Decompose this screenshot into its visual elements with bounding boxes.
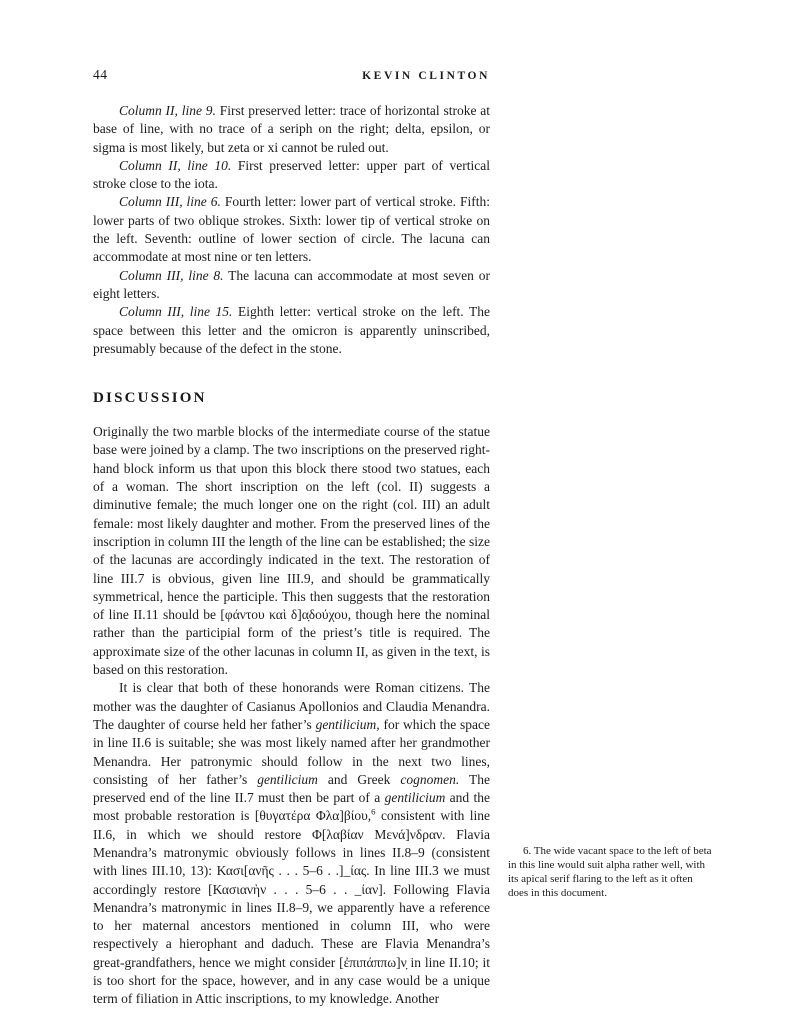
paragraph: Column II, line 10. First preserved letter: upper part of vertical stroke close to the iota. (93, 157, 490, 192)
paragraph: Column III, line 6. Fourth letter: lower part of vertical stroke. Fifth: lower parts of two oblique strokes. Sixth: lower tip of vertical stroke on the left. Seventh: outline of lower section of circle. The lacuna can accommodate at most nine or ten letters. (93, 194, 490, 265)
page-header (93, 67, 490, 82)
paragraph: Column III, line 8. The lacuna can accommodate at most seven or eight letters. (93, 267, 490, 301)
page-number: 44 (93, 67, 108, 82)
paragraph: 6. The wide vacant space to the left of beta in this line would suit alpha rather well, with its apical serif flaring to the left as it often does in this document. (508, 845, 712, 899)
discussion-body (93, 423, 490, 1009)
paragraph: Column III, line 15. Eighth letter: vertical stroke on the left. The space between this letter and the omicron is apparently uninscribed, presumably because of the defect in the stone. (93, 304, 490, 356)
epigraphic-notes (93, 102, 490, 358)
section-heading: DISCUSSION (93, 390, 207, 407)
running-head: KEVIN CLINTON (362, 70, 490, 82)
paragraph: Originally the two marble blocks of the intermediate course of the statue base were joined by a clamp. The two inscriptions on the preserved right-hand block inform us that upon this block there stood two statues, each of a woman. The short inscription on the left (col. II) suggests a diminutive female; the much longer one on the right (col. III) an adult female: most likely daughter and mother. From the preserved lines of the inscription in column III the length of the line can be established; the size of the lacunas are accordingly indicated in the text. The restoration of line III.7 is obvious, given line III.9, and should be grammatically symmetrical, hence the participle. This then suggests that the restoration of line II.11 should be [φάντου καὶ δ]α̣δούχου, though here the nominal rather than the participial form of the priest’s title is required. The approximate size of the other lacunas in column II, as given in the text, is based on this restoration. (93, 424, 491, 678)
margin-footnote (508, 845, 714, 901)
paragraph: It is clear that both of these honorands were Roman citizens. The mother was the daughter of Casianus Apollonios and Claudia Menandra. The daughter of course held her father’s gentilicium, for which the space in line II.6 is suitable; she was most likely named after her grandmother Menandra. Her patronymic should follow in the next two lines, consisting of her father’s gentilicium and Greek cognomen. The preserved end of the line II.7 must then be part of a gentilicium and the most probable restoration is [θυγατέρα Φλα]βίου,$^6$ consistent with line II.6, in which we should restore Φ[λαβίαν Μενά]νδραν. Flavia Menandra’s matronymic obviously follows in lines II.8–9 (consistent with lines III.10, 13): Κασι[ανῆς . . . 5–6 . .]_ίας. In line III.3 we must accordingly restore [Κασιανὴν . . . 5–6 . . _ίαν]. Following Flavia Menandra’s matronymic in lines II.8–9, we apparently have a reference to her maternal ancestors mentioned in column III, who were respectively a hierophant and daduch. These are Flavia Menandra’s great-grandfathers, hence we might consider [ἐπιπάππω]ν̣ in line II.10; it is too short for the space, however, and in any case would be a unique term of filiation in Attic inscriptions, to my knowledge. Another (93, 680, 490, 1007)
main-column (93, 67, 490, 1009)
paragraph: Column II, line 9. First preserved letter: trace of horizontal stroke at base of line, with no trace of a seriph on the right; delta, epsilon, or sigma is most likely, but zeta or xi cannot be ruled out. (93, 103, 490, 155)
